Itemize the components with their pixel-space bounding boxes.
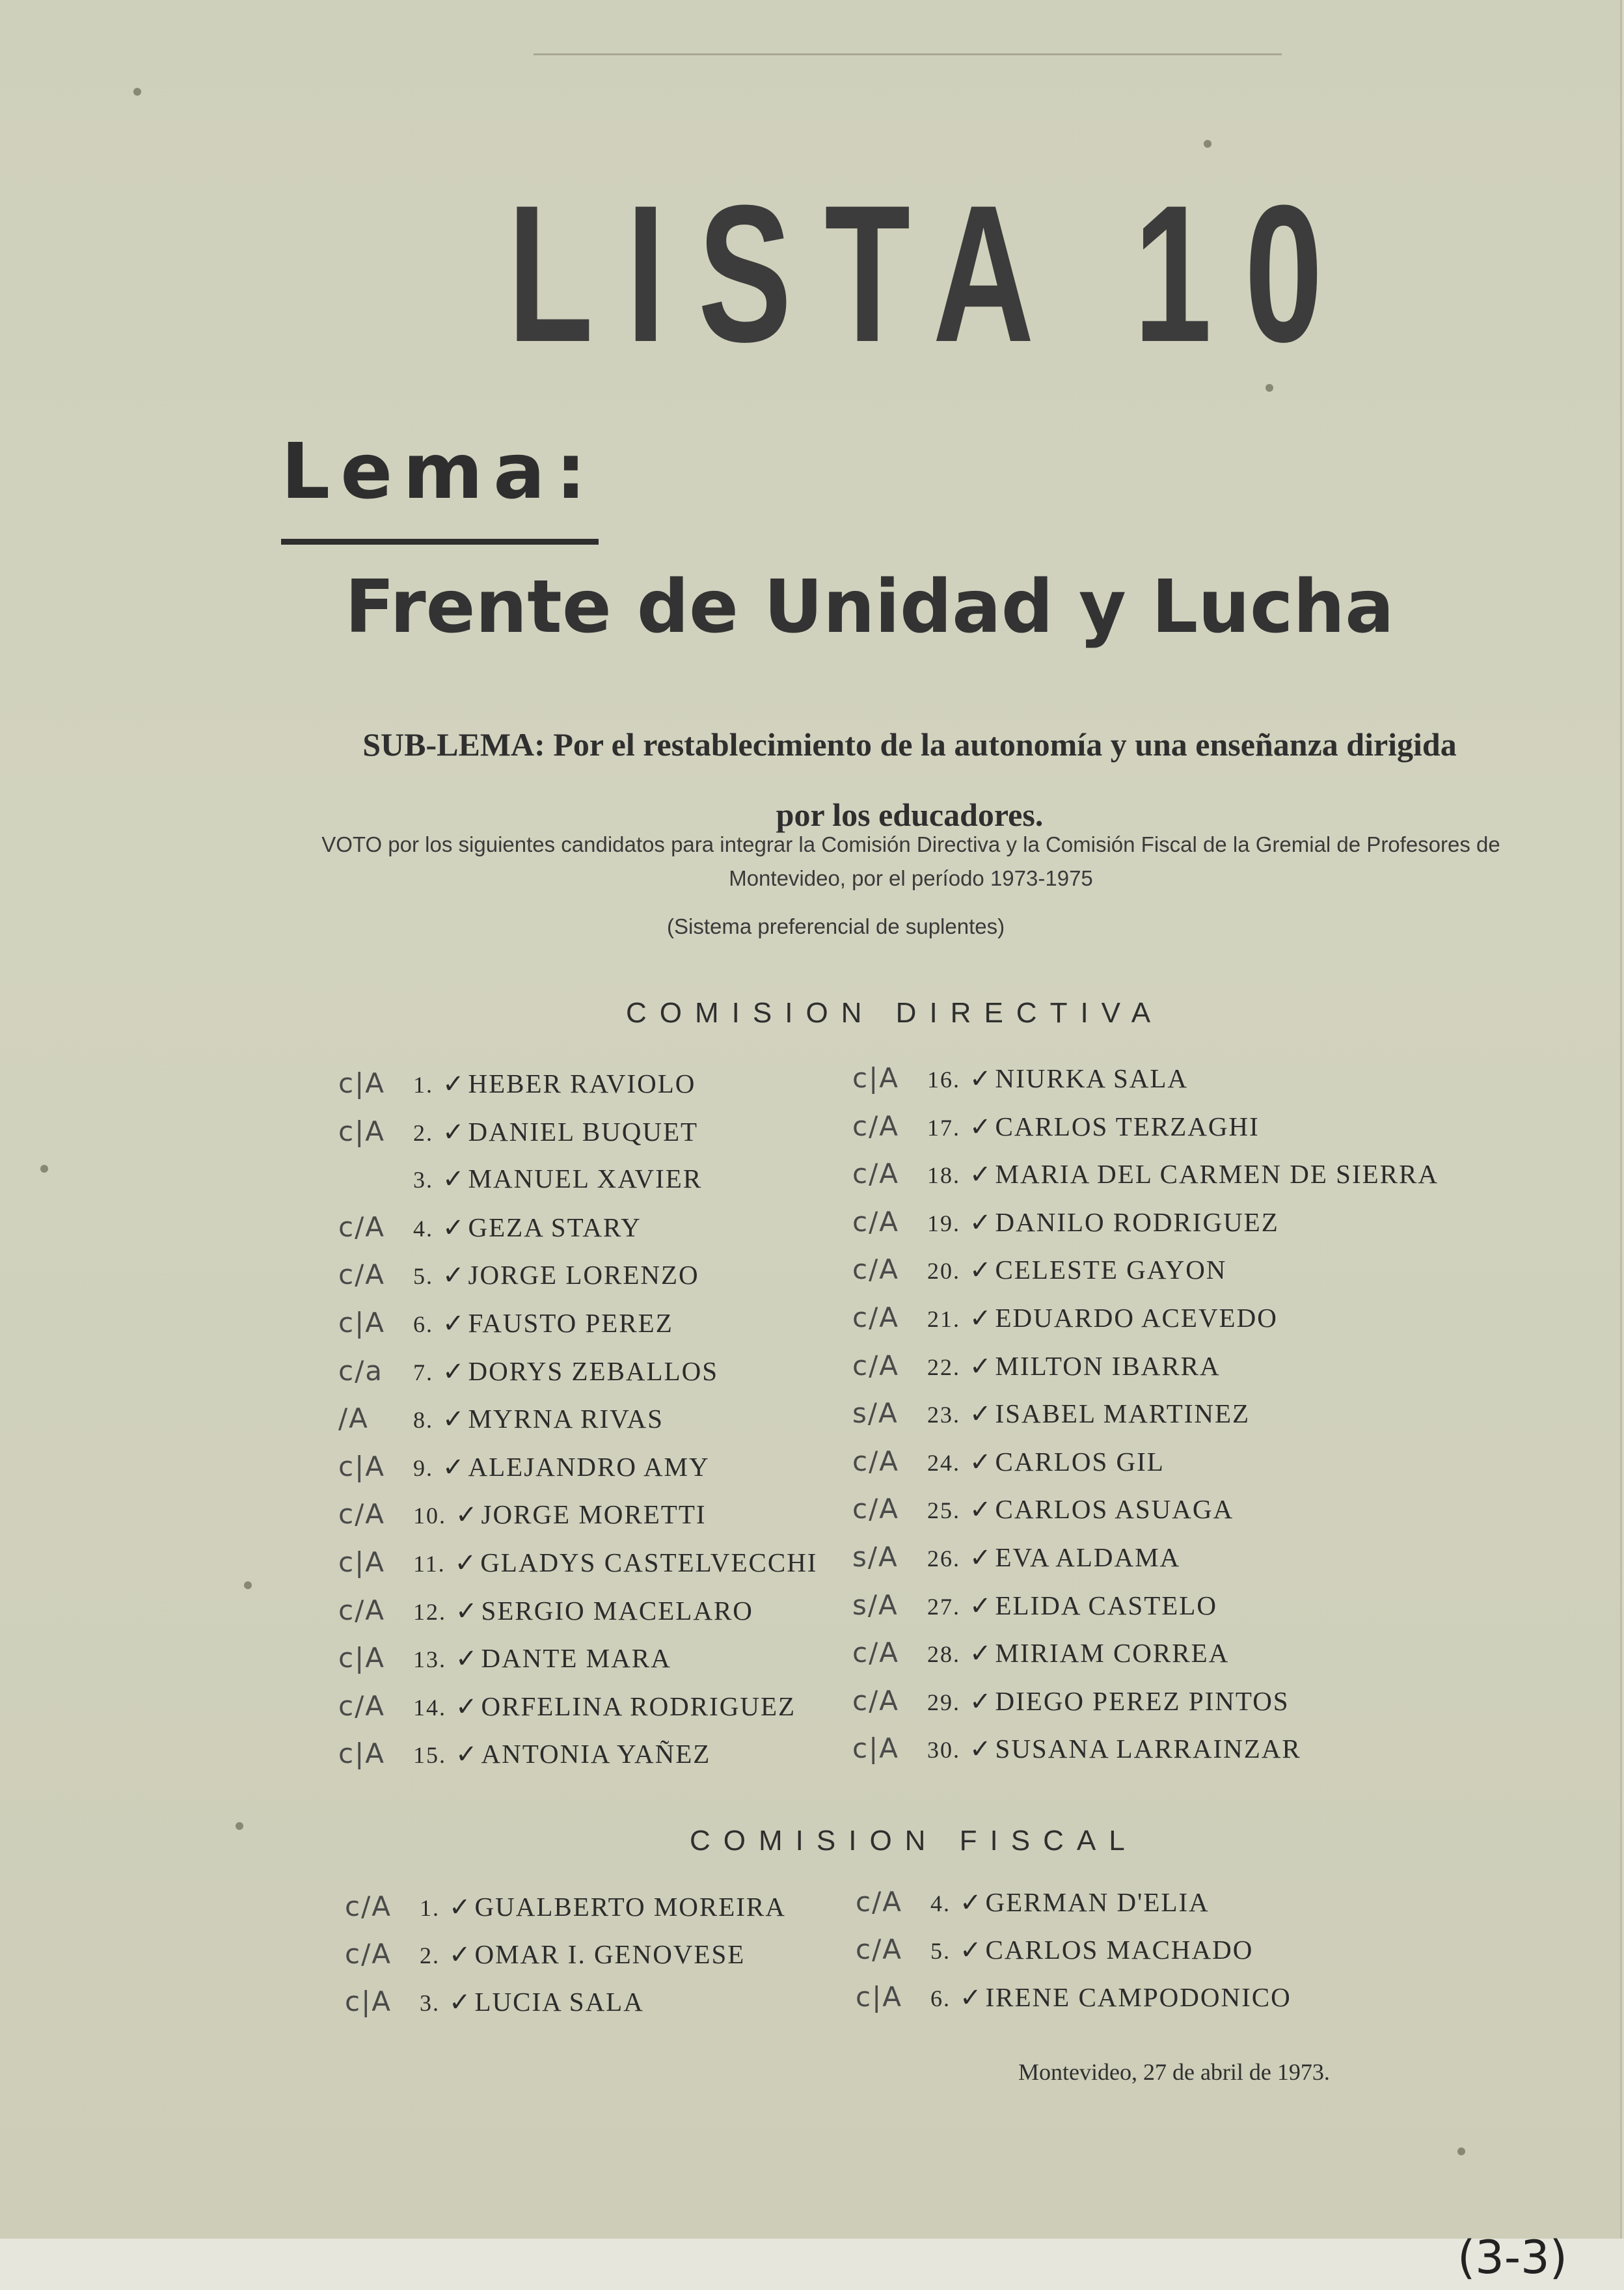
sistema-text: (Sistema preferencial de suplentes) bbox=[667, 914, 1005, 938]
candidate-name: FAUSTO PEREZ bbox=[468, 1308, 673, 1338]
candidate-row bbox=[338, 1115, 698, 1147]
checkmark-icon: ✓ bbox=[442, 1117, 466, 1147]
handwritten-mark: c/A bbox=[852, 1110, 899, 1142]
speck bbox=[1457, 2147, 1465, 2155]
candidate-row bbox=[338, 1594, 753, 1626]
candidate-name: MANUEL XAVIER bbox=[468, 1164, 703, 1194]
candidate-number: 13. bbox=[413, 1646, 446, 1673]
checkmark-icon: ✓ bbox=[442, 1212, 466, 1243]
candidate-number: 4. bbox=[930, 1890, 951, 1916]
candidate-row bbox=[338, 1067, 696, 1099]
candidate-name: DANIEL BUQUET bbox=[468, 1116, 699, 1147]
candidate-number: 4. bbox=[413, 1215, 433, 1242]
candidate-number: 23. bbox=[927, 1402, 960, 1428]
candidate-name: HEBER RAVIOLO bbox=[468, 1069, 696, 1098]
candidate-row bbox=[852, 1253, 1226, 1285]
candidate-name: EVA ALDAMA bbox=[995, 1542, 1181, 1572]
handwritten-mark: c|A bbox=[345, 1985, 392, 2017]
comision-fiscal-heading: COMISION FISCAL bbox=[690, 1825, 1138, 1857]
candidate-number: 27. bbox=[927, 1593, 960, 1620]
candidate-number: 6. bbox=[413, 1311, 433, 1337]
candidate-row bbox=[345, 1985, 644, 2017]
candidate-name: JORGE LORENZO bbox=[468, 1260, 699, 1290]
candidate-name: LUCIA SALA bbox=[474, 1987, 644, 2017]
candidate-name: ORFELINA RODRIGUEZ bbox=[481, 1691, 796, 1721]
handwritten-mark: c/A bbox=[338, 1210, 385, 1243]
candidate-name: CELESTE GAYON bbox=[995, 1255, 1227, 1285]
checkmark-icon: ✓ bbox=[960, 1935, 983, 1965]
candidate-name: GEZA STARY bbox=[468, 1212, 642, 1242]
speck bbox=[236, 1822, 243, 1830]
handwritten-mark: /A bbox=[338, 1402, 369, 1435]
handwritten-mark: s/A bbox=[852, 1588, 899, 1621]
handwritten-mark: c/A bbox=[852, 1493, 899, 1525]
checkmark-icon: ✓ bbox=[442, 1404, 466, 1435]
candidate-name: ELIDA CASTELO bbox=[995, 1590, 1217, 1620]
checkmark-icon: ✓ bbox=[969, 1351, 993, 1382]
candidate-name: CARLOS MACHADO bbox=[985, 1935, 1254, 1965]
candidate-row bbox=[852, 1637, 1229, 1669]
candidate-row bbox=[852, 1493, 1234, 1525]
checkmark-icon: ✓ bbox=[969, 1160, 993, 1190]
comision-directiva-heading: COMISION DIRECTIVA bbox=[626, 997, 1164, 1029]
handwritten-mark: c/A bbox=[852, 1684, 899, 1717]
document-date: Montevideo, 27 de abril de 1973. bbox=[1018, 2059, 1330, 2085]
candidate-row bbox=[856, 1886, 1210, 1918]
candidate-name: DANTE MARA bbox=[481, 1643, 671, 1674]
candidate-name: GUALBERTO MOREIRA bbox=[474, 1892, 786, 1922]
candidate-number: 3. bbox=[420, 1990, 440, 2016]
handwritten-mark: s/A bbox=[852, 1397, 899, 1430]
candidate-name: MARIA DEL CARMEN DE SIERRA bbox=[995, 1159, 1439, 1190]
candidate-name: MYRNA RIVAS bbox=[468, 1404, 664, 1434]
sublema-text: SUB-LEMA: Por el restablecimiento de la autonomía y una enseñanza dirigida por los educadores. bbox=[362, 726, 1457, 833]
handwritten-mark: c|A bbox=[338, 1307, 385, 1339]
checkmark-icon: ✓ bbox=[455, 1739, 479, 1770]
candidate-row bbox=[338, 1546, 817, 1578]
candidate-row bbox=[852, 1685, 1290, 1717]
candidate-name: JORGE MORETTI bbox=[481, 1499, 707, 1530]
handwritten-mark: c/A bbox=[345, 1938, 392, 1970]
candidate-number: 7. bbox=[413, 1359, 433, 1385]
handwritten-mark: c/a bbox=[338, 1354, 383, 1387]
checkmark-icon: ✓ bbox=[969, 1399, 993, 1430]
checkmark-icon: ✓ bbox=[960, 1983, 983, 2013]
checkmark-icon: ✓ bbox=[960, 1888, 983, 1918]
checkmark-icon: ✓ bbox=[455, 1500, 479, 1531]
candidate-number: 29. bbox=[927, 1689, 960, 1715]
candidate-number: 14. bbox=[413, 1694, 446, 1721]
handwritten-mark: c|A bbox=[338, 1067, 385, 1099]
candidate-number: 16. bbox=[927, 1067, 960, 1093]
handwritten-mark: c/A bbox=[852, 1349, 899, 1382]
candidate-number: 26. bbox=[927, 1546, 960, 1572]
candidate-row bbox=[852, 1158, 1439, 1190]
handwritten-mark: c/A bbox=[338, 1498, 385, 1531]
top-rule bbox=[534, 53, 1282, 55]
checkmark-icon: ✓ bbox=[969, 1447, 993, 1477]
candidate-name: DORYS ZEBALLOS bbox=[468, 1356, 719, 1386]
candidate-name: CARLOS GIL bbox=[995, 1446, 1165, 1477]
candidate-name: SERGIO MACELARO bbox=[481, 1595, 753, 1626]
candidate-row bbox=[345, 1890, 786, 1922]
candidate-name: ALEJANDRO AMY bbox=[468, 1451, 710, 1482]
speck bbox=[244, 1581, 252, 1589]
candidate-row bbox=[338, 1642, 671, 1674]
candidate-row bbox=[852, 1206, 1279, 1238]
candidate-number: 11. bbox=[413, 1551, 446, 1577]
handwritten-mark: c|A bbox=[856, 1981, 902, 2013]
candidate-number: 5. bbox=[930, 1938, 951, 1964]
candidate-name: DANILO RODRIGUEZ bbox=[995, 1206, 1279, 1237]
handwritten-mark: c|A bbox=[852, 1062, 899, 1094]
checkmark-icon: ✓ bbox=[442, 1309, 466, 1339]
candidate-row bbox=[856, 1933, 1253, 1965]
checkmark-icon: ✓ bbox=[969, 1303, 993, 1333]
handwritten-mark: c/A bbox=[852, 1302, 899, 1333]
handwritten-mark: c/A bbox=[852, 1158, 899, 1190]
candidate-name: GLADYS CASTELVECCHI bbox=[480, 1547, 818, 1577]
candidate-row bbox=[338, 1402, 664, 1434]
handwritten-mark: c|A bbox=[338, 1738, 385, 1770]
candidate-row bbox=[338, 1259, 699, 1290]
candidate-number: 5. bbox=[413, 1263, 433, 1290]
checkmark-icon: ✓ bbox=[455, 1644, 479, 1674]
candidate-name: EDUARDO ACEVEDO bbox=[995, 1303, 1278, 1333]
candidate-number: 30. bbox=[927, 1737, 960, 1764]
handwritten-mark: c/A bbox=[338, 1689, 385, 1722]
list-title: LISTA 10 bbox=[508, 164, 1356, 383]
checkmark-icon: ✓ bbox=[442, 1261, 466, 1291]
candidate-number: 20. bbox=[927, 1258, 960, 1285]
candidate-number: 3. bbox=[413, 1167, 433, 1193]
candidate-name: MIRIAM CORREA bbox=[995, 1638, 1230, 1669]
candidate-name: DIEGO PEREZ PINTOS bbox=[995, 1685, 1290, 1716]
candidate-name: ISABEL MARTINEZ bbox=[995, 1398, 1251, 1429]
candidate-row bbox=[852, 1589, 1217, 1621]
candidate-number: 9. bbox=[413, 1454, 433, 1481]
candidate-row bbox=[338, 1163, 702, 1194]
candidate-number: 12. bbox=[413, 1598, 446, 1625]
candidate-number: 21. bbox=[927, 1306, 960, 1332]
candidate-name: IRENE CAMPODONICO bbox=[985, 1982, 1292, 2012]
handwritten-mark: s/A bbox=[852, 1541, 899, 1573]
candidate-number: 25. bbox=[927, 1497, 960, 1524]
handwritten-mark: c/A bbox=[852, 1205, 899, 1238]
checkmark-icon: ✓ bbox=[969, 1686, 993, 1717]
lema-text: Frente de Unidad y Lucha bbox=[345, 565, 1394, 649]
candidate-number: 24. bbox=[927, 1449, 960, 1476]
speck bbox=[1204, 140, 1211, 148]
candidate-row bbox=[852, 1397, 1250, 1429]
candidate-number: 18. bbox=[927, 1162, 960, 1189]
candidate-number: 8. bbox=[413, 1407, 433, 1434]
candidate-number: 22. bbox=[927, 1354, 960, 1380]
handwritten-mark: c/A bbox=[338, 1259, 385, 1291]
lema-underline bbox=[281, 539, 599, 545]
checkmark-icon: ✓ bbox=[969, 1064, 993, 1094]
candidate-row bbox=[852, 1062, 1188, 1094]
candidate-row bbox=[852, 1541, 1180, 1573]
checkmark-icon: ✓ bbox=[449, 1892, 472, 1922]
candidate-number: 6. bbox=[930, 1985, 951, 2011]
handwritten-mark: c|A bbox=[338, 1450, 385, 1482]
candidate-number: 17. bbox=[927, 1114, 960, 1141]
checkmark-icon: ✓ bbox=[455, 1596, 479, 1626]
page-number: (3-3) bbox=[1457, 2231, 1567, 2284]
candidate-row bbox=[338, 1211, 642, 1243]
checkmark-icon: ✓ bbox=[969, 1255, 993, 1286]
voto-text: VOTO por los siguientes candidatos para integrar la Comisión Directiva y la Comisión Fiscal de la Gremial de Profesores de Montevideo, por el período 1973-1975 bbox=[321, 832, 1500, 890]
candidate-row bbox=[338, 1451, 710, 1482]
candidate-number: 15. bbox=[413, 1742, 446, 1769]
scan-margin bbox=[0, 2239, 1624, 2290]
candidate-number: 2. bbox=[413, 1119, 433, 1146]
candidate-number: 28. bbox=[927, 1641, 960, 1668]
candidate-number: 19. bbox=[927, 1210, 960, 1236]
handwritten-mark: c/A bbox=[852, 1445, 899, 1477]
handwritten-mark: c|A bbox=[338, 1115, 385, 1147]
checkmark-icon: ✓ bbox=[969, 1734, 993, 1765]
candidate-row bbox=[338, 1307, 673, 1339]
candidate-row bbox=[338, 1355, 718, 1387]
candidate-name: MILTON IBARRA bbox=[995, 1350, 1221, 1381]
handwritten-mark: c/A bbox=[856, 1933, 902, 1965]
handwritten-mark: c/A bbox=[852, 1253, 899, 1286]
candidate-row bbox=[852, 1445, 1165, 1477]
candidate-name: CARLOS ASUAGA bbox=[995, 1494, 1234, 1525]
checkmark-icon: ✓ bbox=[969, 1111, 993, 1142]
speck bbox=[1265, 384, 1273, 392]
checkmark-icon: ✓ bbox=[454, 1548, 478, 1578]
candidate-row bbox=[338, 1738, 710, 1769]
handwritten-mark: c/A bbox=[852, 1637, 899, 1669]
speck bbox=[133, 88, 141, 96]
checkmark-icon: ✓ bbox=[969, 1495, 993, 1525]
candidate-name: ANTONIA YAÑEZ bbox=[481, 1739, 711, 1769]
checkmark-icon: ✓ bbox=[442, 1356, 466, 1387]
checkmark-icon: ✓ bbox=[969, 1543, 993, 1573]
checkmark-icon: ✓ bbox=[969, 1590, 993, 1621]
handwritten-mark: c|A bbox=[338, 1546, 385, 1578]
candidate-row bbox=[852, 1732, 1301, 1764]
checkmark-icon: ✓ bbox=[442, 1452, 466, 1482]
candidate-row bbox=[338, 1498, 707, 1530]
lema-label: Lema: bbox=[281, 426, 597, 516]
candidate-row bbox=[338, 1690, 796, 1722]
speck bbox=[40, 1165, 48, 1173]
checkmark-icon: ✓ bbox=[442, 1069, 466, 1099]
handwritten-mark: c/A bbox=[338, 1594, 385, 1626]
candidate-row bbox=[852, 1110, 1260, 1142]
checkmark-icon: ✓ bbox=[969, 1639, 993, 1669]
handwritten-mark: c/A bbox=[856, 1886, 902, 1918]
candidate-row bbox=[852, 1302, 1278, 1333]
candidate-row bbox=[852, 1350, 1221, 1382]
candidate-number: 10. bbox=[413, 1503, 446, 1529]
candidate-number: 1. bbox=[420, 1895, 440, 1921]
candidate-row bbox=[345, 1938, 745, 1970]
candidate-name: OMAR I. GENOVESE bbox=[474, 1939, 746, 1969]
candidate-number: 2. bbox=[420, 1942, 440, 1969]
candidate-name: GERMAN D'ELIA bbox=[985, 1887, 1210, 1917]
handwritten-mark: c|A bbox=[338, 1642, 385, 1674]
handwritten-mark: c/A bbox=[345, 1890, 392, 1922]
checkmark-icon: ✓ bbox=[442, 1164, 466, 1195]
handwritten-mark: c|A bbox=[852, 1732, 899, 1765]
candidate-name: CARLOS TERZAGHI bbox=[995, 1111, 1260, 1141]
candidate-row bbox=[856, 1981, 1292, 2013]
candidate-name: SUSANA LARRAINZAR bbox=[995, 1734, 1301, 1764]
checkmark-icon: ✓ bbox=[449, 1987, 472, 2017]
candidate-number: 1. bbox=[413, 1072, 433, 1098]
checkmark-icon: ✓ bbox=[969, 1207, 993, 1238]
candidate-name: NIURKA SALA bbox=[995, 1063, 1189, 1093]
checkmark-icon: ✓ bbox=[455, 1691, 479, 1722]
checkmark-icon: ✓ bbox=[449, 1940, 472, 1970]
